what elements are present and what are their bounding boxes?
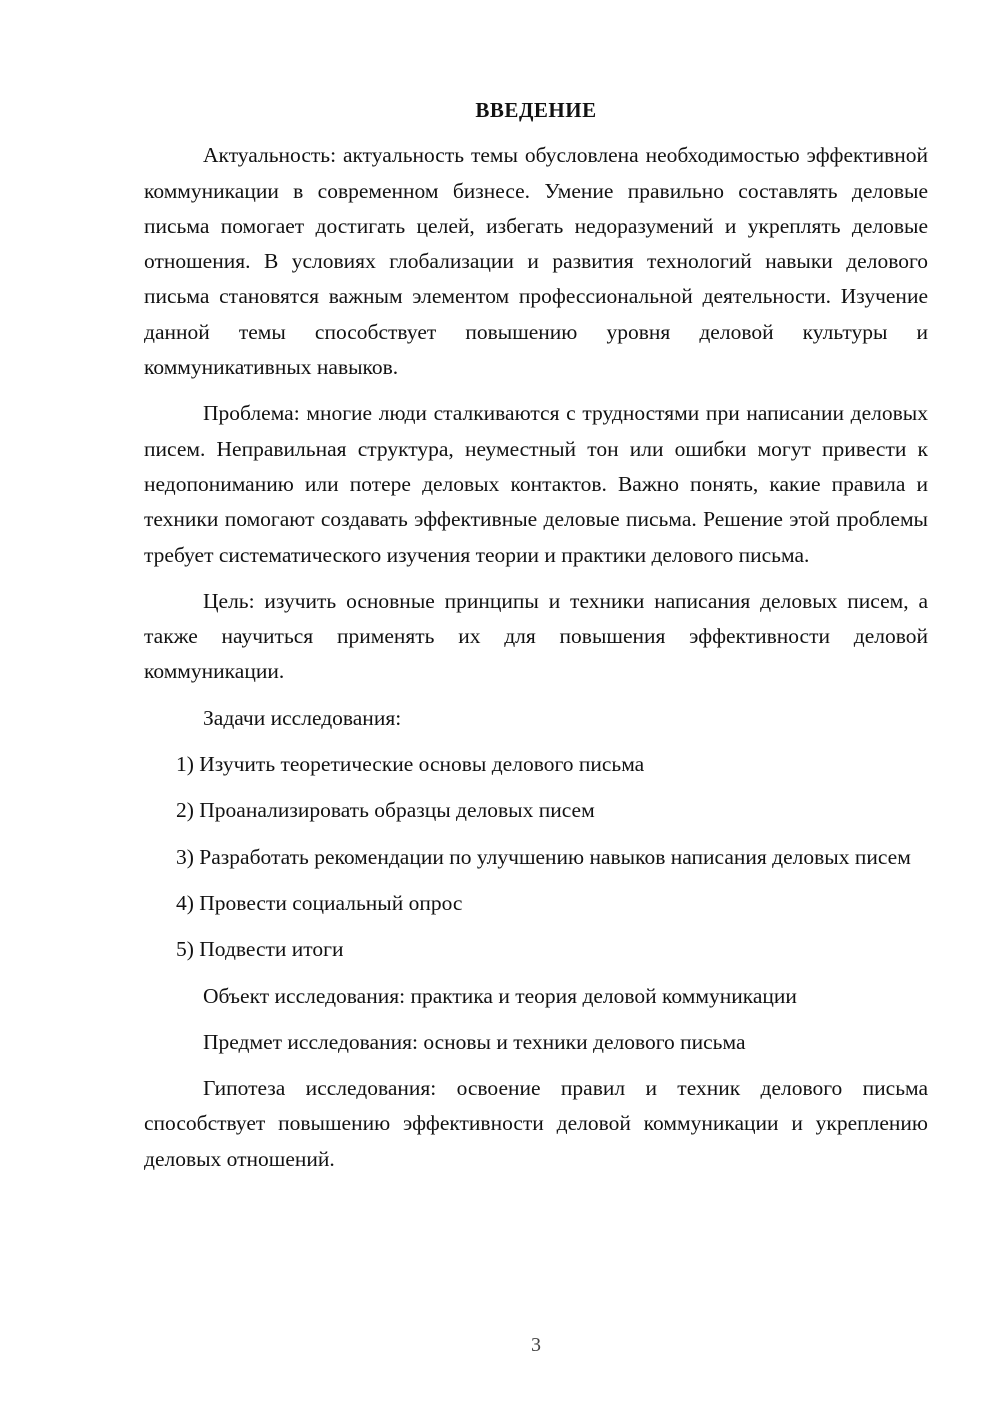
document-body [144,93,928,1177]
goal-paragraph: Цель: изучить основные принципы и техники написания деловых писем, а также научиться применять их для повышения эффективности деловой коммуникации. [144,588,928,684]
task-item-4: 4) Провести социальный опрос [176,890,463,915]
task-item-5: 5) Подвести итоги [176,937,344,962]
research-hypothesis: Гипотеза исследования: освоение правил и техник делового письма способствует повышению эффективности деловой коммуникации и укреплению деловых отношений. [144,1076,928,1171]
research-object: Объект исследования: практика и теория деловой коммуникации [203,983,797,1008]
task-item-2: 2) Проанализировать образцы деловых писем [176,798,595,823]
task-item-1: 1) Изучить теоретические основы делового письма [176,752,645,777]
task-item-3: 3) Разработать рекомендации по улучшению навыков написания деловых писем [176,844,911,869]
problem-paragraph: Проблема: многие люди сталкиваются с трудностями при написании деловых писем. Неправильная структура, неуместный тон или ошибки могут привести к недопониманию или потере деловых контактов. Важно понять, какие правила и техники помогают создавать эффективные деловые письма. Решение этой проблемы требует систематического изучения теории и практики делового письма. [144,401,928,567]
relevance-paragraph: Актуальность: актуальность темы обусловлена необходимостью эффективной коммуникации в современном бизнесе. Умение правильно составлять деловые письма помогает достигать целей, избегать недоразумений и укреплять деловые отношения. В условиях глобализации и развития технологий навыки делового письма становятся важным элементом профессиональной деятельности. Изучение данной темы способствует повышению уровня деловой культуры и коммуникативных навыков. [144,143,928,380]
tasks-heading: Задачи исследования: [203,705,402,730]
research-subject: Предмет исследования: основы и техники делового письма [203,1029,746,1054]
page-number: 3 [531,1334,541,1356]
section-title: ВВЕДЕНИЕ [475,98,597,122]
